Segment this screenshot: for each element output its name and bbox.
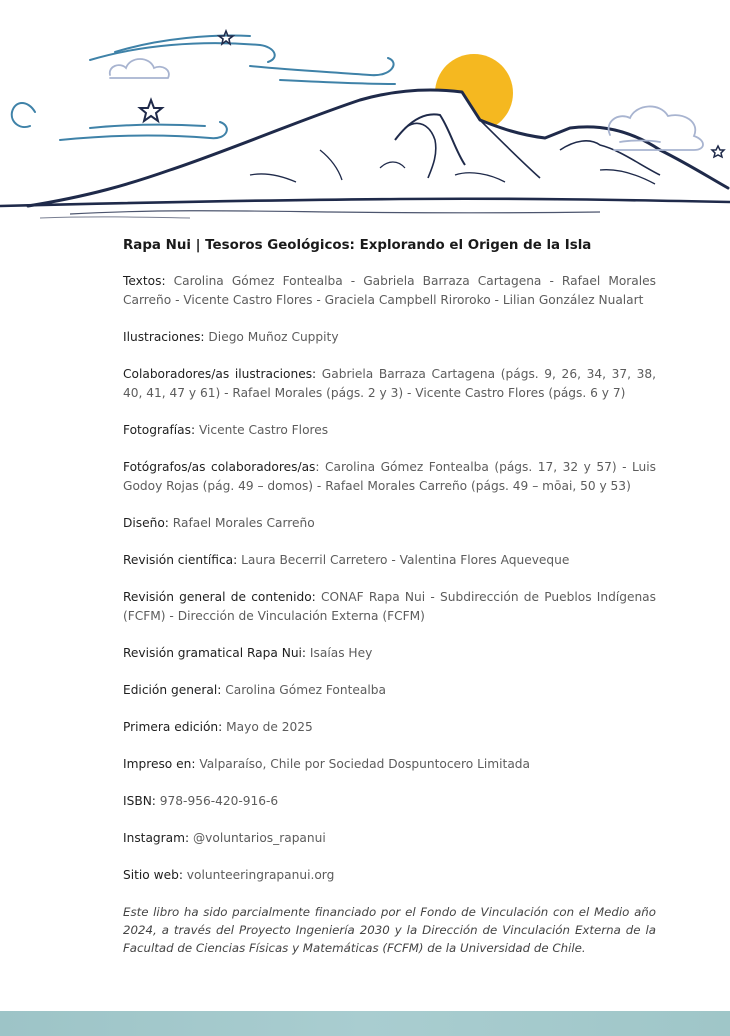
credit-label: Colaboradores/as ilustraciones: <box>123 367 317 381</box>
credit-label: Edición general: <box>123 683 222 697</box>
credit-value: CONAF Rapa Nui - Subdirección de Pueblos Indígenas (FCFM) - Dirección de Vinculación Externa (FCFM) <box>123 590 657 623</box>
funding-note: Este libro ha sido parcialmente financiado por el Fondo de Vinculación con el Medio año 2024, a través del Proyecto Ingeniería 2030 y la Dirección de Vinculación Externa de la Facultad de Ciencias Físicas y Matemáticas (FCFM) de la Universidad de Chile. <box>123 905 656 955</box>
bottom-band <box>0 1011 730 1036</box>
credit-value: Isaías Hey <box>306 646 373 660</box>
credit-value: Gabriela Barraza Cartagena (págs. 9, 26, 34, 37, 38, 40, 41, 47 y 61) - Rafael Morales (págs. 2 y 3) - Vicente Castro Flores (págs. 6 y 7) <box>123 367 656 400</box>
credit-value: Valparaíso, Chile por Sociedad Dospuntocero Limitada <box>195 757 531 771</box>
credit-revision-general <box>123 588 656 626</box>
credit-label: Revisión general de contenido: <box>123 590 316 604</box>
credit-fotografias <box>123 421 656 440</box>
credit-value: volunteeringrapanui.org <box>182 868 335 882</box>
credit-label: ISBN: <box>123 794 156 808</box>
credit-value: Laura Becerril Carretero - Valentina Flores Aqueveque <box>237 553 570 567</box>
credit-instagram <box>123 829 656 848</box>
credit-value: @voluntarios_rapanui <box>189 831 326 845</box>
credit-fotografos-colaboradores <box>123 458 656 496</box>
credit-diseno <box>123 514 656 533</box>
credit-label: Fotografías: <box>123 423 196 437</box>
credit-colaboradores-ilustraciones <box>123 365 656 403</box>
credit-value: Vicente Castro Flores <box>195 423 329 437</box>
credit-edicion-general <box>123 681 656 700</box>
credit-value: : Carolina Gómez Fontealba (págs. 17, 32 y 57) - Luis Godoy Rojas (pág. 49 – domos) - Rafael Morales Carreño (págs. 49 – mōai, 50 y 53) <box>123 460 656 493</box>
credits-page <box>123 236 656 957</box>
star-icon <box>712 146 724 157</box>
credit-ilustraciones <box>123 328 656 347</box>
star-icon <box>219 31 233 44</box>
credit-label: Fotógrafos/as colaboradores/as <box>123 460 316 474</box>
credit-label: Instagram: <box>123 831 190 845</box>
credit-label: Sitio web: <box>123 868 183 882</box>
credit-label: Primera edición: <box>123 720 223 734</box>
credit-label: Diseño: <box>123 516 169 530</box>
credit-value: Diego Muñoz Cuppity <box>204 330 339 344</box>
credit-isbn <box>123 792 656 811</box>
credit-value: 978-956-420-916-6 <box>155 794 279 808</box>
credit-primera-edicion <box>123 718 656 737</box>
credit-value: Mayo de 2025 <box>222 720 313 734</box>
credit-label: Impreso en: <box>123 757 196 771</box>
credit-label: Revisión científica: <box>123 553 238 567</box>
credit-textos <box>123 272 656 310</box>
star-icon <box>140 100 162 121</box>
credit-revision-cientifica <box>123 551 656 570</box>
credit-label: Ilustraciones: <box>123 330 205 344</box>
credit-revision-gramatical <box>123 644 656 663</box>
credit-value: Carolina Gómez Fontealba <box>221 683 386 697</box>
credit-sitio-web <box>123 866 656 885</box>
credit-label: Textos: <box>123 274 166 288</box>
credit-impreso-en <box>123 755 656 774</box>
credit-value: Rafael Morales Carreño <box>168 516 315 530</box>
header-illustration <box>0 0 730 225</box>
credit-label: Revisión gramatical Rapa Nui: <box>123 646 307 660</box>
credit-value: Carolina Gómez Fontealba - Gabriela Barraza Cartagena - Rafael Morales Carreño - Vicente Castro Flores - Graciela Campbell Riroroko - Lilian González Nualart <box>123 274 656 307</box>
book-title: Rapa Nui | Tesoros Geológicos: Explorando el Origen de la Isla <box>123 238 592 253</box>
